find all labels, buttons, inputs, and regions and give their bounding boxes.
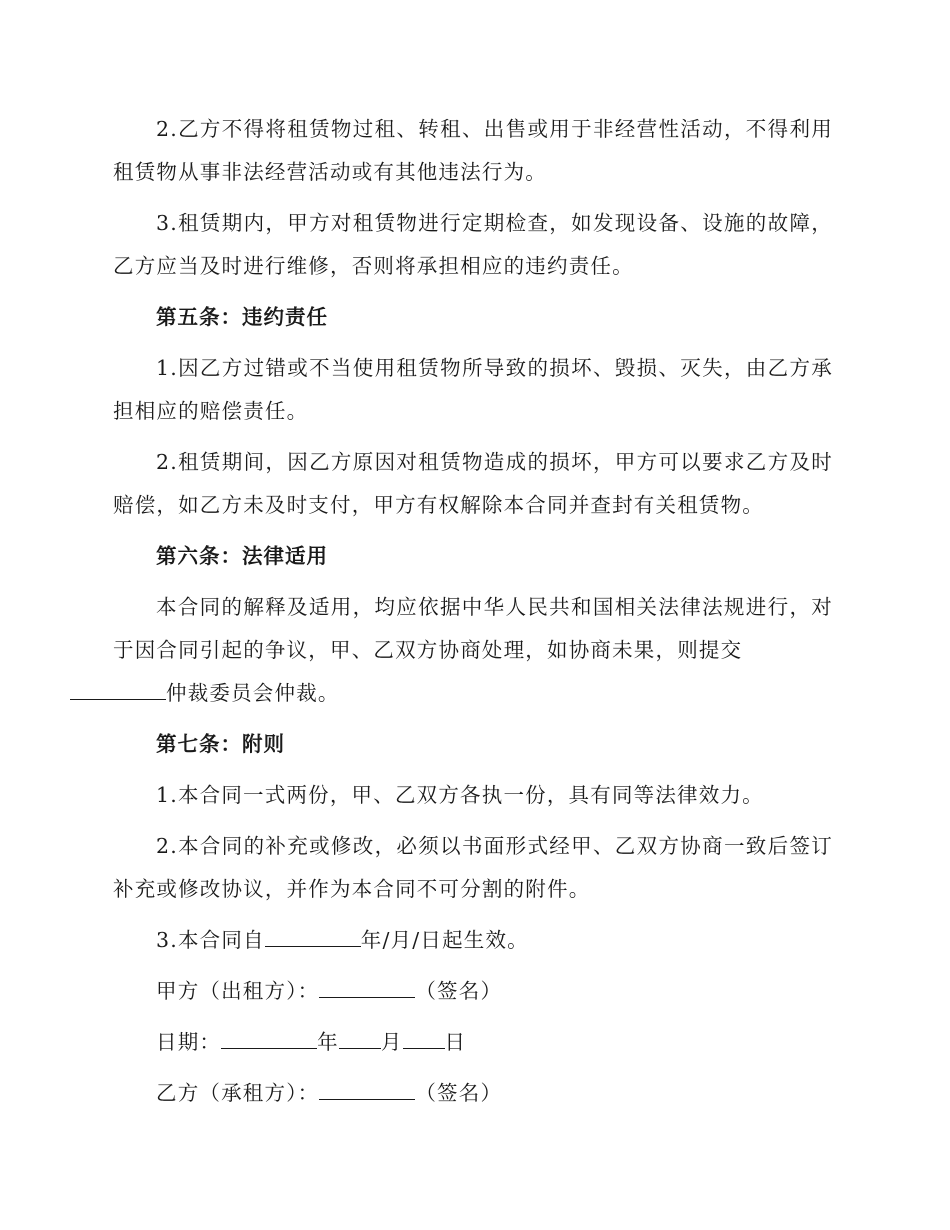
- section6-text: [113, 586, 833, 715]
- section4-item2: 2.乙方不得将租赁物过租、转租、出售或用于非经营性活动，不得利用租赁物从事非法经营活动或有其他违法行为。: [113, 117, 833, 184]
- section5-heading: 第五条：违约责任: [156, 305, 328, 329]
- party-b-signature-line: [113, 1072, 833, 1115]
- date-line: [113, 1021, 833, 1064]
- section6-text-a: 本合同的解释及适用，均应依据中华人民共和国相关法律法规进行，对于因合同引起的争议，甲、乙双方协商处理，如协商未果，则提交: [113, 595, 833, 662]
- date-label: 日期：: [156, 1030, 222, 1054]
- section4-item3: 3.租赁期内，甲方对租赁物进行定期检查，如发现设备、设施的故障，乙方应当及时进行维修，否则将承担相应的违约责任。: [113, 211, 833, 278]
- party-a-label: 甲方（出租方）：: [156, 979, 320, 1003]
- date-year-label: 年: [317, 1030, 339, 1054]
- section7-item3-a: 3.本合同自: [156, 928, 265, 952]
- section7-item1: 1.本合同一式两份，甲、乙双方各执一份，具有同等法律效力。: [156, 783, 764, 807]
- section5-item1: 1.因乙方过错或不当使用租赁物所导致的损坏、毁损、灭失，由乙方承担相应的赔偿责任。: [113, 356, 833, 423]
- effective-date-blank[interactable]: [265, 924, 361, 947]
- section7-item2: 2.本合同的补充或修改，必须以书面形式经甲、乙双方协商一致后签订补充或修改协议，并作为本合同不可分割的附件。: [113, 834, 833, 901]
- date-day-label: 日: [444, 1030, 467, 1054]
- section5-item2: 2.租赁期间，因乙方原因对租赁物造成的损坏，甲方可以要求乙方及时赔偿，如乙方未及时支付，甲方有权解除本合同并查封有关租赁物。: [113, 450, 833, 517]
- section7-item3-b: 年/月/日起生效。: [360, 928, 529, 952]
- document-page: [113, 108, 833, 1115]
- section6-heading: 第六条：法律适用: [156, 544, 328, 568]
- section7-heading: 第七条：附则: [156, 732, 285, 756]
- party-a-signature-blank[interactable]: [319, 975, 415, 998]
- date-month-label: 月: [380, 1030, 403, 1054]
- date-day-blank[interactable]: [403, 1026, 445, 1049]
- section7-item3: [113, 919, 833, 962]
- section6-text-b: 仲裁委员会仲裁。: [166, 681, 340, 705]
- date-month-blank[interactable]: [339, 1026, 381, 1049]
- party-a-signature-line: [113, 970, 833, 1013]
- date-year-blank[interactable]: [221, 1026, 317, 1049]
- arbitration-blank[interactable]: [70, 677, 166, 700]
- party-b-signature-blank[interactable]: [319, 1077, 415, 1100]
- party-b-label: 乙方（承租方）：: [156, 1081, 320, 1105]
- party-a-suffix: （签名）: [415, 979, 503, 1003]
- party-b-suffix: （签名）: [415, 1081, 503, 1105]
